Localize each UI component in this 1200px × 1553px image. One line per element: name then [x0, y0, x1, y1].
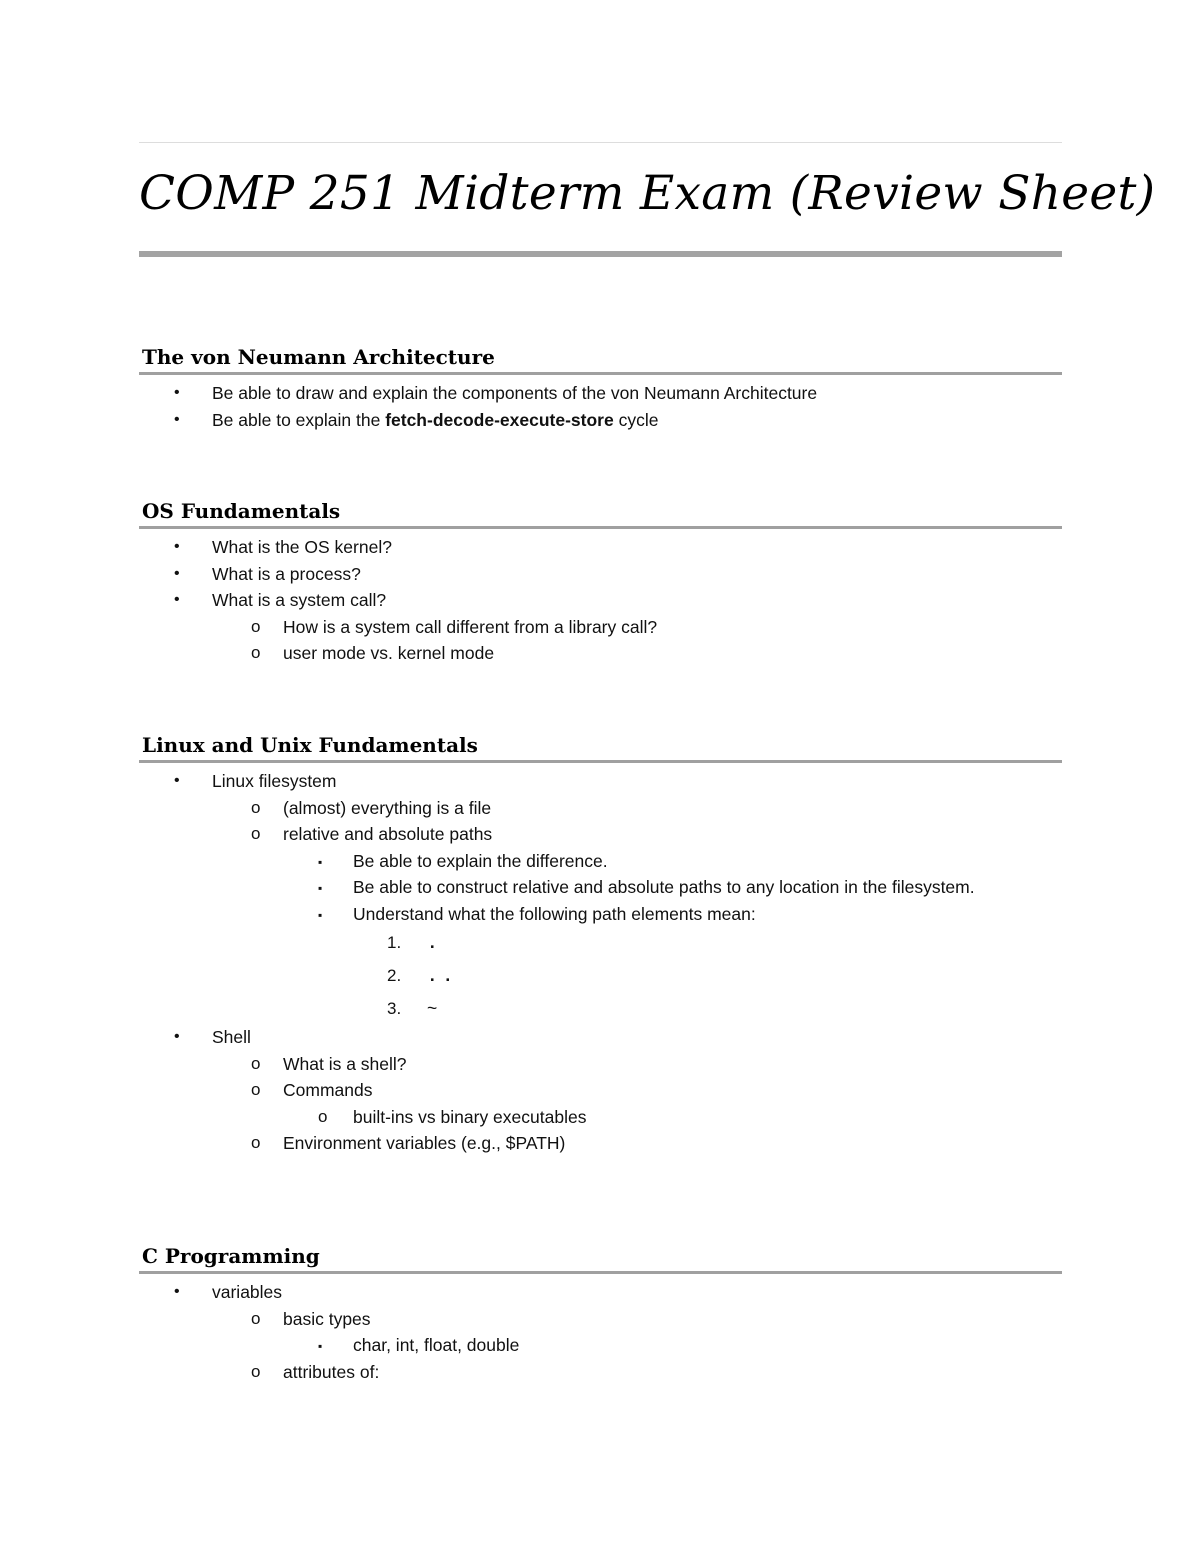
section-divider: [139, 760, 1062, 763]
item-text: What is the OS kernel?: [212, 537, 392, 557]
bullet-marker: •: [174, 591, 180, 608]
circle-marker: o: [251, 797, 261, 817]
bullet-list: [139, 768, 1062, 1157]
section-linux-unix: [139, 732, 1062, 1157]
list-item: [139, 534, 1062, 561]
path-element: ~: [427, 998, 438, 1018]
circle-marker: o: [318, 1106, 328, 1126]
circle-marker: o: [251, 616, 261, 636]
sub-list-item: [139, 614, 1062, 641]
section-von-neumann: [139, 344, 1062, 433]
numbered-item: [139, 927, 1062, 960]
circle-marker: o: [251, 1080, 261, 1099]
sub-sub-list-item: [139, 901, 1062, 928]
sub-list-item: [139, 640, 1062, 667]
item-text: built-ins vs binary executables: [353, 1106, 587, 1127]
numbered-item: [139, 960, 1062, 993]
item-text: attributes of:: [283, 1361, 380, 1382]
sub-sub-list-item: [139, 1332, 1062, 1359]
item-text: user mode vs. kernel mode: [283, 643, 495, 663]
top-divider: [139, 142, 1062, 143]
sub-list-item: [139, 1051, 1062, 1078]
item-text: relative and absolute paths: [283, 824, 493, 844]
list-item: [139, 561, 1062, 588]
bullet-marker: •: [174, 384, 180, 401]
item-text: (almost) everything is a file: [283, 797, 492, 818]
item-text: What is a system call?: [212, 590, 387, 610]
circle-marker: o: [251, 1308, 261, 1328]
list-item: [139, 587, 1062, 614]
item-text: cycle: [613, 409, 659, 430]
sub-list-item: [139, 1077, 1062, 1104]
item-text: variables: [212, 1282, 283, 1302]
item-text: What is a shell?: [283, 1053, 407, 1074]
section-heading: The von Neumann Architecture: [142, 345, 495, 369]
page-title: COMP 251 Midterm Exam (Review Sheet): [139, 166, 1156, 221]
list-item: [139, 407, 1062, 434]
list-item: [139, 768, 1062, 795]
list-item: [139, 380, 1062, 407]
bullet-marker: •: [174, 410, 180, 428]
item-text: Shell: [212, 1027, 251, 1047]
sub-list-item: [139, 1306, 1062, 1333]
item-text: Understand what the following path elements mean:: [353, 903, 756, 924]
item-text: Commands: [283, 1080, 373, 1100]
item-text: How is a system call different from a library call?: [283, 616, 658, 637]
sub-list-item: [139, 1359, 1062, 1386]
section-heading: C Programming: [142, 1244, 320, 1268]
square-marker: ▪: [318, 881, 323, 895]
list-item: [139, 1279, 1062, 1306]
section-divider: [139, 526, 1062, 529]
circle-marker: o: [251, 1053, 261, 1073]
title-divider: [139, 251, 1062, 257]
numbered-item: [139, 993, 1062, 1024]
circle-marker: o: [251, 643, 261, 662]
bullet-marker: •: [174, 772, 180, 789]
bullet-list: [139, 1279, 1062, 1385]
item-text: basic types: [283, 1308, 371, 1329]
sub-list-item: [139, 1130, 1062, 1157]
bullet-list: [139, 380, 1062, 433]
section-os-fundamentals: [139, 498, 1062, 667]
item-text: Be able to explain the difference.: [353, 850, 608, 871]
sub-sub-list-item: [139, 848, 1062, 875]
path-element: .: [427, 934, 443, 954]
emphasis-text: fetch-decode-execute-store: [385, 409, 614, 430]
path-element: ..: [427, 967, 459, 987]
item-text: Environment variables (e.g., $PATH): [283, 1133, 566, 1153]
square-marker: ▪: [318, 907, 323, 922]
bullet-marker: •: [174, 1283, 180, 1300]
section-c-programming: [139, 1243, 1062, 1385]
number-marker: 3.: [387, 999, 402, 1018]
number-marker: 1.: [387, 933, 402, 952]
item-text: Linux filesystem: [212, 771, 337, 791]
sub-sub-list-item: [139, 874, 1013, 901]
bullet-marker: •: [174, 564, 180, 582]
item-text: char, int, float, double: [353, 1335, 520, 1355]
sub-list-item: [139, 821, 1062, 848]
sub-list-item: [139, 795, 1062, 822]
item-text: Be able to explain the: [212, 409, 386, 430]
sub-sub-list-item: [139, 1104, 1062, 1131]
section-divider: [139, 1271, 1062, 1274]
number-marker: 2.: [387, 966, 402, 985]
bullet-marker: •: [174, 1028, 180, 1045]
bullet-list: [139, 534, 1062, 667]
section-heading: Linux and Unix Fundamentals: [142, 733, 478, 757]
item-text: Be able to construct relative and absolute paths to any location in the filesystem.: [353, 877, 975, 897]
square-marker: ▪: [318, 1339, 323, 1353]
bullet-marker: •: [174, 538, 180, 555]
circle-marker: o: [251, 1133, 261, 1152]
item-text: What is a process?: [212, 563, 361, 584]
section-divider: [139, 372, 1062, 375]
item-text: Be able to draw and explain the components of the von Neumann Architecture: [212, 383, 818, 403]
square-marker: ▪: [318, 854, 323, 869]
section-heading: OS Fundamentals: [142, 499, 341, 523]
circle-marker: o: [251, 1361, 261, 1381]
circle-marker: o: [251, 824, 261, 843]
list-item: [139, 1024, 1062, 1051]
